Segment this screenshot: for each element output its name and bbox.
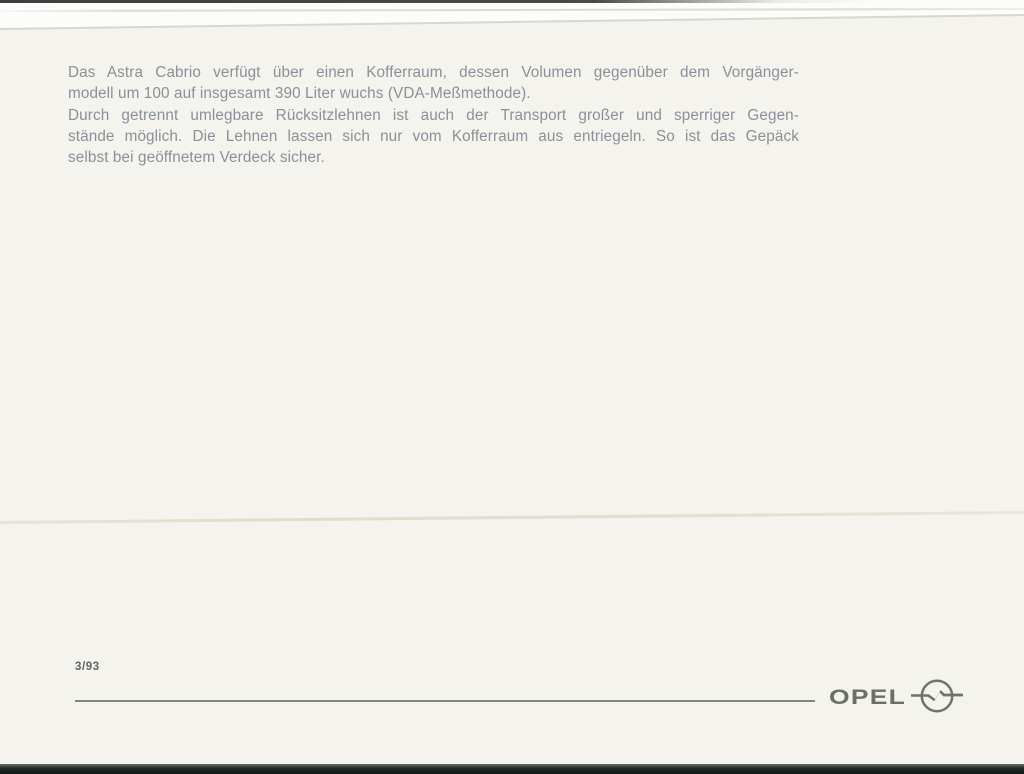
body-text-line: modell um 100 auf insgesamt 390 Liter wuchs (VDA-Meßmethode). [68, 85, 531, 103]
body-text-line: Durch getrennt umlegbare Rücksitzlehnen ist auch der Transport großer und sperriger Gegen- [68, 106, 799, 124]
footer-rule [75, 700, 815, 702]
body-text-line: stände möglich. Die Lehnen lassen sich nur vom Kofferraum aus entriegeln. So ist das Gepäck [68, 127, 799, 145]
opel-blitz-icon [911, 678, 963, 714]
body-text [68, 62, 799, 168]
paper-crease-line [0, 511, 1024, 524]
body-text-line: selbst bei geöffnetem Verdeck sicher. [68, 149, 325, 167]
top-scan-edge [0, 0, 1024, 3]
body-text-line: Das Astra Cabrio verfügt über einen Kofferraum, dessen Volumen gegenüber dem Vorgänger- [68, 64, 799, 81]
bottom-scan-edge [0, 764, 1024, 774]
opel-wordmark: OPEL [829, 686, 907, 709]
issue-number: 3/93 [75, 661, 100, 673]
